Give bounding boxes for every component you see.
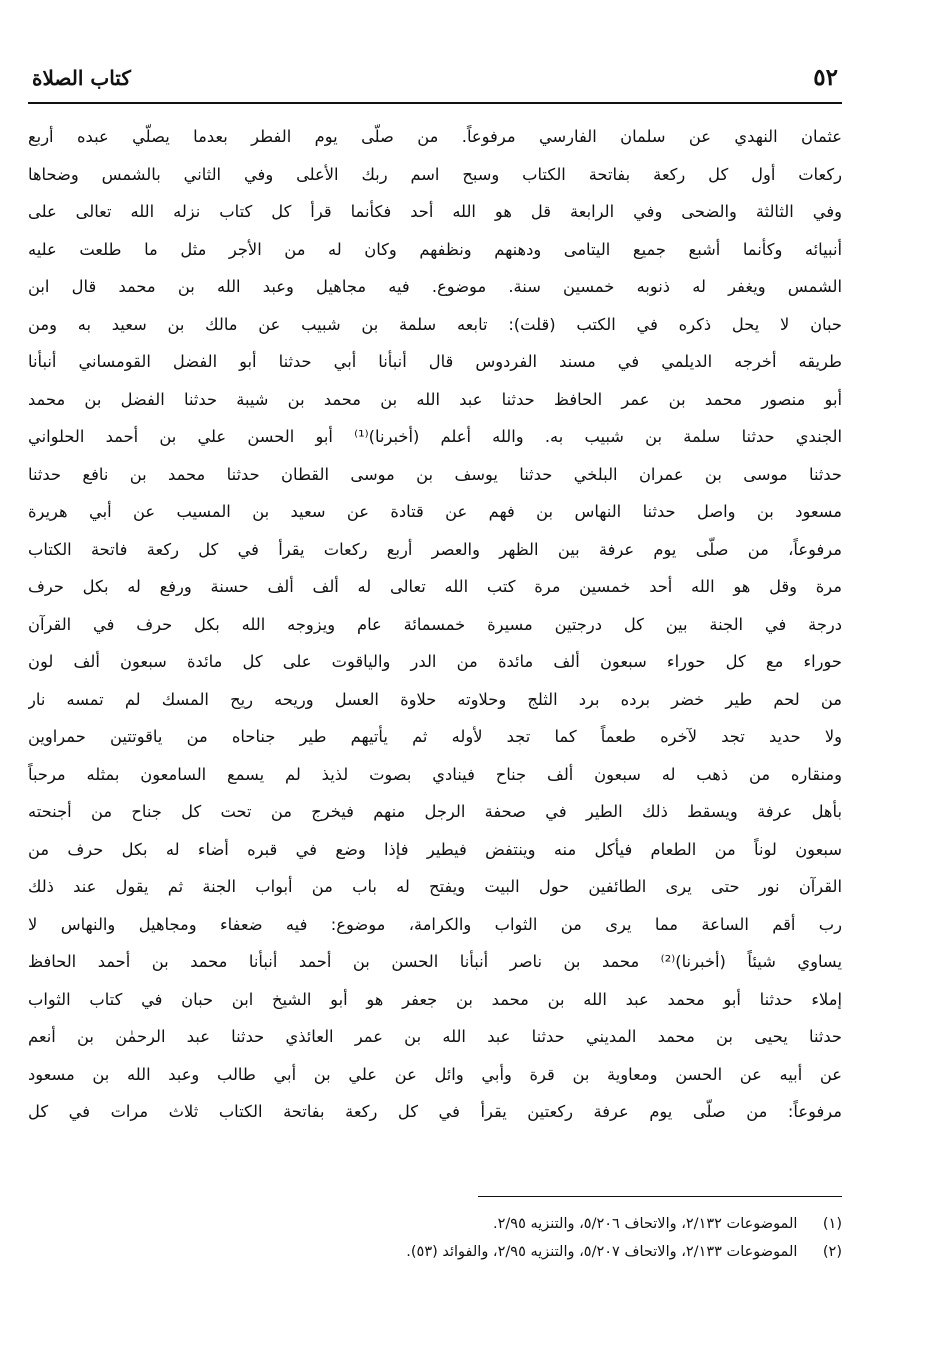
- text-line: عثمان النهدي عن سلمان الفارسي مرفوعاً. من صلّى يوم الفطر بعدما يصلّي عبده أربع: [28, 127, 842, 146]
- text-line: القرآن نور حتى يرى الطائفين حول البيت ويفتح له باب من أبواب الجنة ثم يقول عند ذلك: [28, 877, 842, 896]
- text-line: أنبيائه وكأنما أشبع جميع اليتامى ودهنهم ونظفهم وكان له من الأجر مثل ما طلعت عليه: [28, 239, 842, 259]
- text-line: حدثنا موسى بن عمران البلخي حدثنا يوسف بن موسى القطان حدثنا محمد بن نافع حدثنا: [28, 464, 842, 484]
- text-line: أبو منصور محمد بن عمر الحافظ حدثنا عبد الله بن محمد بن شيبة حدثنا الفضل بن محمد: [28, 389, 842, 409]
- page-number: ٥٢: [813, 64, 838, 91]
- text-line: مرفوعاً، من صلّى يوم عرفة بين الظهر والعصر أربع ركعات يقرأ في كل ركعة فاتحة الكتاب: [28, 539, 842, 559]
- text-line: الشمس ويغفر له ذنوبه خمسين سنة. موضوع. فيه مجاهيل وعبد الله بن محمد قال ابن: [28, 277, 842, 296]
- text-line: مرفوعاً: من صلّى يوم عرفة ركعتين يقرأ في كل ركعة بفاتحة الكتاب ثلاث مرات في كل: [28, 1102, 842, 1121]
- text-line: عن أبيه عن الحسن ومعاوية بن قرة وأبي وائل عن علي بن أبي طالب وعبد الله بن مسعود: [28, 1064, 842, 1084]
- footnote: [28, 1238, 842, 1266]
- page-header: [28, 62, 842, 104]
- text-line: طريقه أخرجه الديلمي في مسند الفردوس قال أنبأنا أبي حدثنا أبو الفضل القومساني أنبأنا: [28, 352, 842, 371]
- main-text: [28, 118, 842, 1131]
- text-line: ركعات أول كل ركعة بفاتحة الكتاب وسبح اسم ربك الأعلى وفي الثاني بالشمس وضحاها: [28, 164, 842, 184]
- text-line: مسعود بن واصل حدثنا النهاس بن فهم عن قتادة عن سعيد بن المسيب عن أبي هريرة: [28, 502, 842, 521]
- text-line: بأهل عرفة ويسقط ذلك الطير في صحفة الرجل منهم فيخرج من تحت كل جناح من أجنحته: [28, 802, 842, 821]
- footnote: [28, 1210, 842, 1238]
- text-line: يساوي شيئاً (أخبرنا)⁽²⁾ محمد بن ناصر أنبأنا الحسن بن أحمد أنبأنا محمد بن أحمد الحافظ: [28, 952, 842, 971]
- text-line: ولا حديد تجد لآخره طعماً كما تجد لأوله ثم يأتيهم طير جناحاه من ياقوتتين حمراوين: [28, 727, 842, 746]
- text-line: إملاء حدثنا أبو محمد عبد الله بن محمد بن جعفر هو أبو الشيخ ابن حبان في كتاب الثواب: [28, 989, 842, 1009]
- text-line: وفي الثالثة والضحى وفي الرابعة قل هو الله أحد فكأنما قرأ كل كتاب نزله الله تعالى على: [28, 202, 842, 221]
- footnote-mark: (١): [822, 1216, 842, 1232]
- running-title: كتاب الصلاة: [32, 66, 131, 90]
- text-line: حدثنا يحيى بن محمد المديني حدثنا عبد الله بن عمر العائذي حدثنا عبد الرحمٰن بن أنعم: [28, 1027, 842, 1046]
- footnote-text: الموضوعات ٢/١٣٢، والاتحاف ٥/٢٠٦، والتنزيه ٢/٩٥.: [493, 1216, 798, 1232]
- text-line: سبعون لوناً من الطعام فيأكل منه وينتفض فيطير فإذا وضع في قبره أضاء له بكل حرف من: [28, 839, 842, 859]
- footnote-mark: (٢): [822, 1244, 842, 1260]
- footnote-text: الموضوعات ٢/١٣٣، والاتحاف ٥/٢٠٧، والتنزيه ٢/٩٥، والفوائد (٥٣).: [406, 1244, 798, 1260]
- text-line: رب أقم الساعة مما يرى من الثواب والكرامة، موضوع: فيه ضعفاء ومجاهيل والنهاس لا: [28, 914, 842, 934]
- text-line: ومنقاره من ذهب له سبعون ألف جناح فينادي بصوت لذيذ لم يسمع السامعون بمثله مرحباً: [28, 764, 842, 784]
- text-line: حبان لا يحل ذكره في الكتب (قلت): تابعه سلمة بن شبيب عن مالك بن سعيد به ومن: [28, 314, 842, 334]
- text-line: من لحم طير خضر برده برد الثلج وحلاوته حلاوة العسل وريحه ريح المسك لم تمسه نار: [28, 689, 842, 709]
- text-line: مرة وقل هو الله أحد خمسين مرة كتب الله تعالى له ألف ألف حسنة ورفع له بكل حرف: [28, 577, 842, 596]
- text-line: درجة في الجنة بين كل درجتين مسيرة خمسمائة عام ويزوجه الله بكل حرف في القرآن: [28, 614, 842, 634]
- text-line: حوراء مع كل حوراء سبعون ألف مائدة من الدر والياقوت على كل مائدة سبعون ألف لون: [28, 652, 842, 671]
- text-line: الجندي حدثنا سلمة بن شبيب به. والله أعلم (أخبرنا)⁽¹⁾ أبو الحسن علي بن أحمد الحلواني: [28, 427, 842, 446]
- footnotes: [28, 1210, 842, 1266]
- footnote-divider: [478, 1196, 842, 1197]
